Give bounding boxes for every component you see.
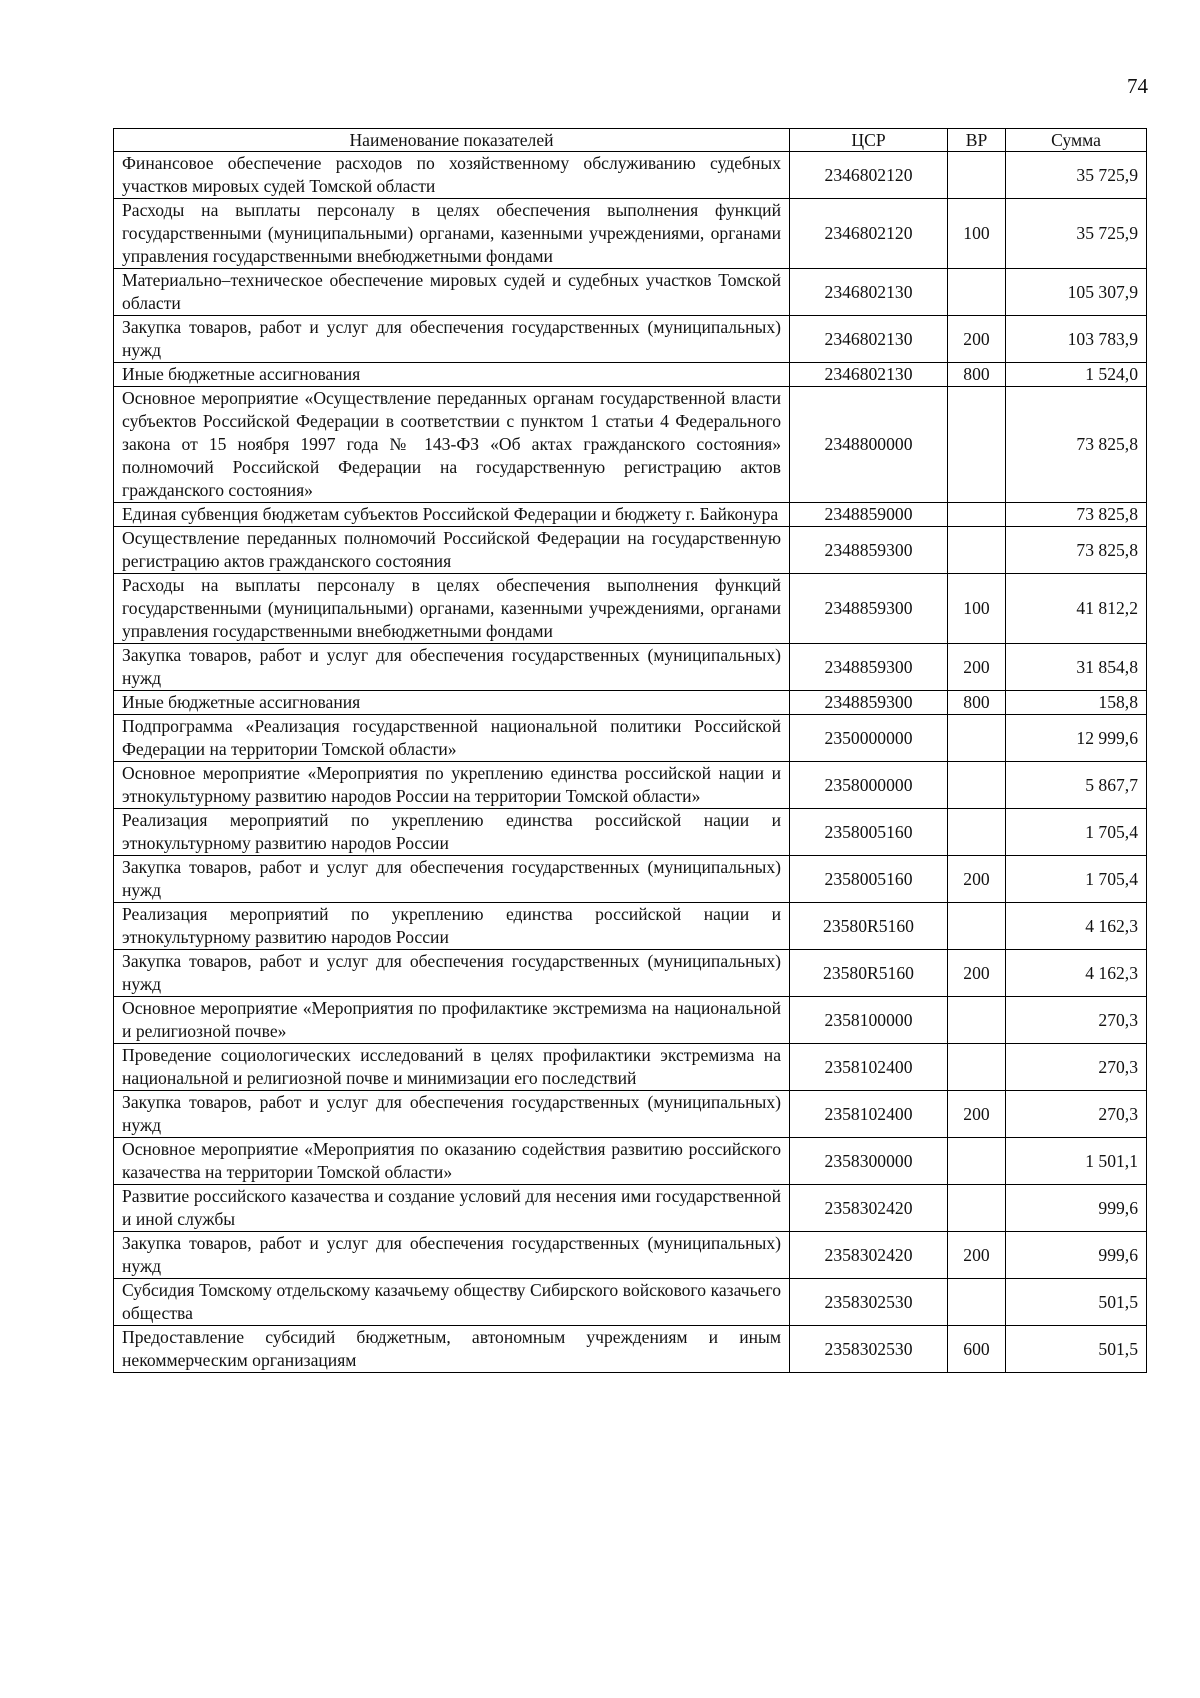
cell-sum: 103 783,9: [1006, 316, 1147, 363]
cell-vr: 600: [948, 1326, 1006, 1373]
cell-sum: 158,8: [1006, 691, 1147, 715]
table-row: [114, 715, 1147, 762]
cell-csr: 2348859300: [790, 644, 948, 691]
table-row: [114, 152, 1147, 199]
cell-name: Закупка товаров, работ и услуг для обеспечения государственных (муниципальных) нужд: [114, 316, 790, 363]
cell-name: Осуществление переданных полномочий Российской Федерации на государственную регистрацию актов гражданского состояния: [114, 527, 790, 574]
cell-vr: 200: [948, 1232, 1006, 1279]
cell-vr: [948, 762, 1006, 809]
cell-name: Проведение социологических исследований в целях профилактики экстремизма на национальной и религиозной почве и минимизации его последствий: [114, 1044, 790, 1091]
cell-vr: 800: [948, 363, 1006, 387]
cell-vr: [948, 1185, 1006, 1232]
cell-name: Основное мероприятие «Мероприятия по профилактике экстремизма на национальной и религиозной почве»: [114, 997, 790, 1044]
table-row: [114, 387, 1147, 503]
cell-csr: 2358300000: [790, 1138, 948, 1185]
cell-vr: [948, 527, 1006, 574]
table-row: [114, 762, 1147, 809]
cell-vr: 800: [948, 691, 1006, 715]
cell-sum: 999,6: [1006, 1185, 1147, 1232]
cell-sum: 1 501,1: [1006, 1138, 1147, 1185]
cell-vr: [948, 503, 1006, 527]
cell-name: Материально–техническое обеспечение мировых судей и судебных участков Томской области: [114, 269, 790, 316]
cell-sum: 35 725,9: [1006, 199, 1147, 269]
cell-csr: 2358005160: [790, 809, 948, 856]
cell-vr: 100: [948, 574, 1006, 644]
cell-name: Финансовое обеспечение расходов по хозяйственному обслуживанию судебных участков мировых судей Томской области: [114, 152, 790, 199]
cell-sum: 270,3: [1006, 1091, 1147, 1138]
cell-name: Иные бюджетные ассигнования: [114, 363, 790, 387]
budget-table: [113, 128, 1147, 1373]
cell-name: Подпрограмма «Реализация государственной национальной политики Российской Федерации на территории Томской области»: [114, 715, 790, 762]
header-vr: ВР: [948, 129, 1006, 152]
table-row: [114, 903, 1147, 950]
table-row: [114, 527, 1147, 574]
cell-csr: 23580R5160: [790, 950, 948, 997]
cell-name: Развитие российского казачества и создание условий для несения ими государственной и иной службы: [114, 1185, 790, 1232]
header-csr: ЦСР: [790, 129, 948, 152]
cell-vr: 200: [948, 644, 1006, 691]
table-row: [114, 856, 1147, 903]
cell-name: Закупка товаров, работ и услуг для обеспечения государственных (муниципальных) нужд: [114, 950, 790, 997]
cell-name: Основное мероприятие «Мероприятия по оказанию содействия развитию российского казачества на территории Томской области»: [114, 1138, 790, 1185]
cell-vr: 200: [948, 1091, 1006, 1138]
cell-sum: 1 705,4: [1006, 856, 1147, 903]
header-name: Наименование показателей: [114, 129, 790, 152]
cell-name: Расходы на выплаты персоналу в целях обеспечения выполнения функций государственными (муниципальными) органами, казенными учреждениями, органами управления государственными внебюджетными фондами: [114, 199, 790, 269]
table-row: [114, 1185, 1147, 1232]
cell-sum: 270,3: [1006, 1044, 1147, 1091]
cell-csr: 2348859300: [790, 574, 948, 644]
table-row: [114, 809, 1147, 856]
cell-sum: 73 825,8: [1006, 387, 1147, 503]
cell-vr: [948, 715, 1006, 762]
cell-vr: [948, 152, 1006, 199]
cell-vr: [948, 269, 1006, 316]
cell-sum: 105 307,9: [1006, 269, 1147, 316]
table-row: [114, 1044, 1147, 1091]
cell-sum: 1 524,0: [1006, 363, 1147, 387]
cell-vr: 200: [948, 856, 1006, 903]
cell-csr: 2358000000: [790, 762, 948, 809]
cell-csr: 2358100000: [790, 997, 948, 1044]
cell-name: Расходы на выплаты персоналу в целях обеспечения выполнения функций государственными (муниципальными) органами, казенными учреждениями, органами управления государственными внебюджетными фондами: [114, 574, 790, 644]
table-row: [114, 363, 1147, 387]
cell-name: Закупка товаров, работ и услуг для обеспечения государственных (муниципальных) нужд: [114, 1091, 790, 1138]
cell-name: Иные бюджетные ассигнования: [114, 691, 790, 715]
cell-vr: 100: [948, 199, 1006, 269]
cell-name: Основное мероприятие «Осуществление переданных органам государственной власти субъектов Российской Федерации в соответствии с пунктом 1 статьи 4 Федерального закона от 15 ноября 1997 года № 143-ФЗ «Об актах гражданского состояния» полномочий Российской Федерации на государственную регистрацию актов гражданского состояния»: [114, 387, 790, 503]
cell-sum: 73 825,8: [1006, 527, 1147, 574]
cell-vr: 200: [948, 950, 1006, 997]
table-row: [114, 644, 1147, 691]
cell-vr: 200: [948, 316, 1006, 363]
table-row: [114, 691, 1147, 715]
cell-name: Предоставление субсидий бюджетным, автономным учреждениям и иным некоммерческим организациям: [114, 1326, 790, 1373]
cell-vr: [948, 997, 1006, 1044]
table-body: [114, 152, 1147, 1373]
cell-sum: 501,5: [1006, 1326, 1147, 1373]
table-row: [114, 1279, 1147, 1326]
cell-name: Закупка товаров, работ и услуг для обеспечения государственных (муниципальных) нужд: [114, 856, 790, 903]
table-row: [114, 997, 1147, 1044]
cell-csr: 2358102400: [790, 1044, 948, 1091]
table-row: [114, 503, 1147, 527]
cell-csr: 2346802130: [790, 363, 948, 387]
cell-sum: 4 162,3: [1006, 903, 1147, 950]
cell-sum: 73 825,8: [1006, 503, 1147, 527]
table-row: [114, 574, 1147, 644]
cell-sum: 41 812,2: [1006, 574, 1147, 644]
cell-csr: 2358102400: [790, 1091, 948, 1138]
table-row: [114, 950, 1147, 997]
table-row: [114, 1326, 1147, 1373]
page-number: 74: [1127, 74, 1148, 98]
cell-vr: [948, 387, 1006, 503]
cell-csr: 2358302420: [790, 1185, 948, 1232]
table-row: [114, 1091, 1147, 1138]
cell-csr: 23580R5160: [790, 903, 948, 950]
cell-name: Основное мероприятие «Мероприятия по укреплению единства российской нации и этнокультурному развитию народов России на территории Томской области»: [114, 762, 790, 809]
cell-csr: 2346802120: [790, 199, 948, 269]
table-row: [114, 316, 1147, 363]
cell-csr: 2346802130: [790, 269, 948, 316]
cell-csr: 2348859300: [790, 691, 948, 715]
cell-sum: 5 867,7: [1006, 762, 1147, 809]
cell-sum: 4 162,3: [1006, 950, 1147, 997]
cell-csr: 2346802130: [790, 316, 948, 363]
cell-sum: 270,3: [1006, 997, 1147, 1044]
table-header-row: [114, 129, 1147, 152]
cell-name: Закупка товаров, работ и услуг для обеспечения государственных (муниципальных) нужд: [114, 1232, 790, 1279]
cell-csr: 2348800000: [790, 387, 948, 503]
cell-csr: 2358302530: [790, 1326, 948, 1373]
cell-csr: 2348859300: [790, 527, 948, 574]
cell-sum: 999,6: [1006, 1232, 1147, 1279]
cell-name: Реализация мероприятий по укреплению единства российской нации и этнокультурному развитию народов России: [114, 903, 790, 950]
cell-name: Закупка товаров, работ и услуг для обеспечения государственных (муниципальных) нужд: [114, 644, 790, 691]
cell-sum: 1 705,4: [1006, 809, 1147, 856]
cell-sum: 31 854,8: [1006, 644, 1147, 691]
cell-csr: 2358005160: [790, 856, 948, 903]
cell-sum: 35 725,9: [1006, 152, 1147, 199]
cell-name: Субсидия Томскому отдельскому казачьему обществу Сибирского войскового казачьего общества: [114, 1279, 790, 1326]
table-row: [114, 199, 1147, 269]
table-row: [114, 269, 1147, 316]
cell-sum: 501,5: [1006, 1279, 1147, 1326]
cell-vr: [948, 903, 1006, 950]
cell-vr: [948, 1138, 1006, 1185]
cell-csr: 2350000000: [790, 715, 948, 762]
cell-vr: [948, 1044, 1006, 1091]
table-row: [114, 1138, 1147, 1185]
header-sum: Сумма: [1006, 129, 1147, 152]
cell-csr: 2358302530: [790, 1279, 948, 1326]
table-row: [114, 1232, 1147, 1279]
cell-csr: 2348859000: [790, 503, 948, 527]
cell-vr: [948, 809, 1006, 856]
cell-vr: [948, 1279, 1006, 1326]
cell-sum: 12 999,6: [1006, 715, 1147, 762]
cell-name: Единая субвенция бюджетам субъектов Российской Федерации и бюджету г. Байконура: [114, 503, 790, 527]
cell-name: Реализация мероприятий по укреплению единства российской нации и этнокультурному развитию народов России: [114, 809, 790, 856]
cell-csr: 2358302420: [790, 1232, 948, 1279]
cell-csr: 2346802120: [790, 152, 948, 199]
